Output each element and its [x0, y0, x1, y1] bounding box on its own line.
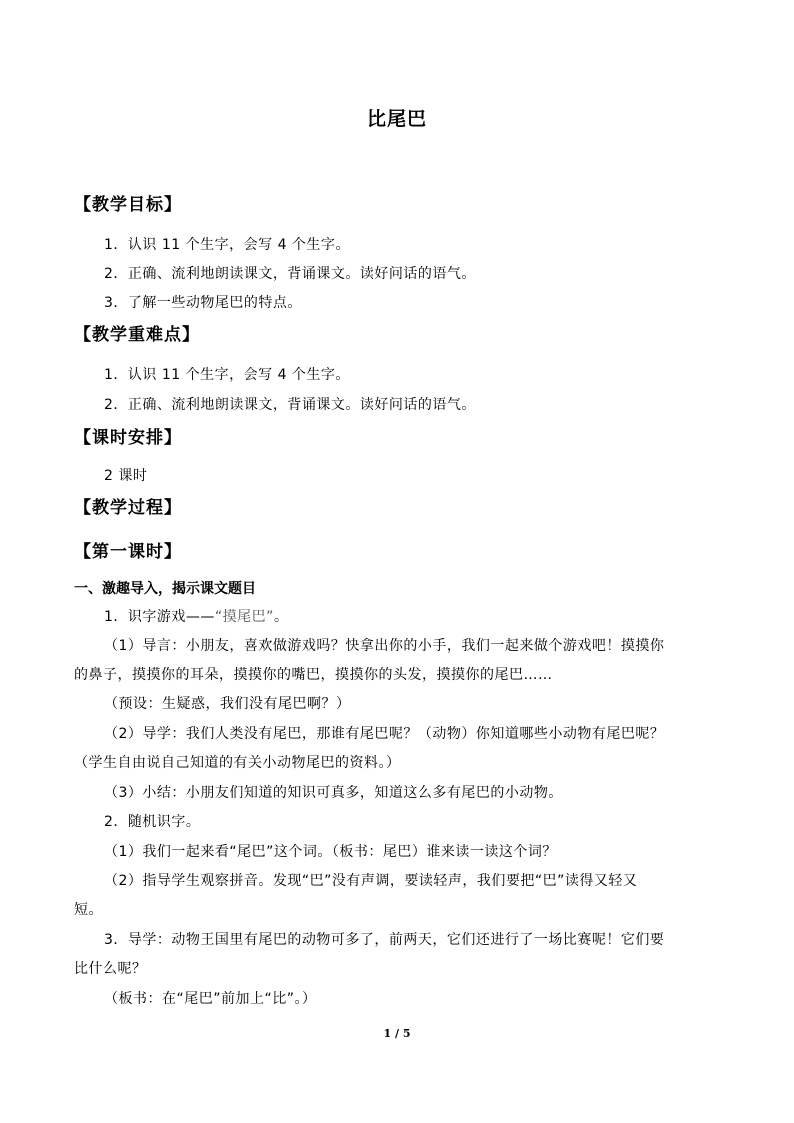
body-text: 1．识字游戏—— [104, 609, 215, 625]
body-line: （1）我们一起来看“尾巴”这个词。（板书：尾巴）谁来读一读这个词？ [104, 844, 557, 860]
goal-item: 3．了解一些动物尾巴的特点。 [104, 295, 302, 311]
body-line: （3）小结：小朋友们知道的知识可真多，知道这么多有尾巴的小动物。 [104, 785, 563, 801]
goal-item: 1．认识 11 个生字，会写 4 个生字。 [104, 237, 350, 253]
body-line: 的鼻子，摸摸你的耳朵，摸摸你的嘴巴，摸摸你的头发，摸摸你的尾巴…… [74, 667, 553, 683]
heading-first-lesson: 【第一课时】 [74, 542, 182, 562]
body-line: 比什么呢？ [74, 961, 147, 977]
goal-item: 2．正确、流利地朗读课文，背诵课文。读好问话的语气。 [104, 266, 476, 282]
schedule-text: 2 课时 [104, 468, 148, 484]
heading-key-points: 【教学重难点】 [74, 325, 200, 345]
body-line: （学生自由说自己知道的有关小动物尾巴的资料。） [74, 755, 401, 771]
part-one-heading: 一、激趣导入，揭示课文题目 [74, 581, 256, 597]
body-line: （预设：生疑惑，我们没有尾巴啊？） [104, 696, 351, 712]
heading-teaching-process: 【教学过程】 [74, 498, 182, 518]
body-line: 3．导学：动物王国里有尾巴的动物可多了，前两天，它们还进行了一场比赛呢！它们要 [104, 932, 665, 948]
body-line: 2．随机识字。 [104, 814, 201, 830]
quoted-term: “摸尾巴” [214, 609, 274, 625]
body-text: 。 [273, 609, 289, 625]
body-line: 短。 [74, 902, 103, 918]
body-line: （2）导学：我们人类没有尾巴，那谁有尾巴呢？（动物）你知道哪些小动物有尾巴呢？ [104, 726, 665, 742]
document-title: 比尾巴 [366, 108, 427, 130]
page-number: 1 / 5 [383, 1027, 411, 1040]
keypoint-item: 2．正确、流利地朗读课文，背诵课文。读好问话的语气。 [104, 397, 476, 413]
body-line: （2）指导学生观察拼音。发现“巴”没有声调，要读轻声，我们要把“巴”读得又轻又 [104, 873, 638, 889]
body-line: （板书：在“尾巴”前加上“比”。） [104, 991, 317, 1007]
body-line: （1）导言：小朋友，喜欢做游戏吗？快拿出你的小手，我们一起来做个游戏吧！摸摸你 [104, 638, 665, 654]
heading-teaching-goals: 【教学目标】 [74, 195, 182, 215]
heading-schedule: 【课时安排】 [74, 428, 182, 448]
keypoint-item: 1．认识 11 个生字，会写 4 个生字。 [104, 367, 350, 383]
body-line [104, 606, 288, 626]
